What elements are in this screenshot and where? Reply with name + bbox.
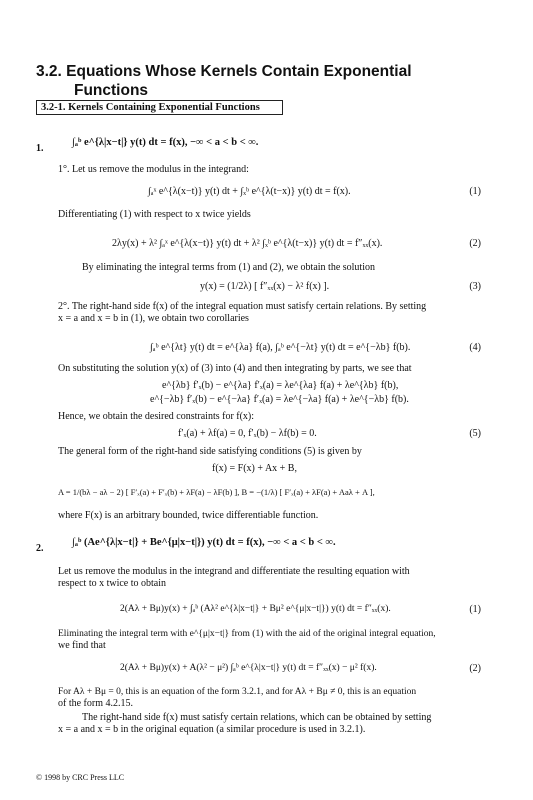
p2-paragraph-3b: of the form 4.2.15. xyxy=(58,698,133,709)
p1-equation-1-number: (1) xyxy=(469,186,481,197)
p1-paragraph-8: where F(x) is an arbitrary bounded, twice differentiable function. xyxy=(58,510,319,521)
section-title xyxy=(36,62,412,100)
section-title-line2: Functions xyxy=(74,82,149,99)
p1-paragraph-5: On substituting the solution y(x) of (3) into (4) and then integrating by parts, we see that xyxy=(58,363,412,374)
p2-equation-2: 2(Aλ + Bμ)y(x) + A(λ² − μ²) ∫ₐᵇ e^{λ|x−t|} y(t) dt = f″ₓₓ(x) − μ² f(x). xyxy=(120,663,377,673)
copyright-footer: © 1998 by CRC Press LLC xyxy=(36,773,125,782)
p2-paragraph-3: For Aλ + Bμ = 0, this is an equation of the form 3.2.1, and for Aλ + Bμ ≠ 0, this is an equation xyxy=(58,687,417,697)
p1-equation-5b: e^{−λb} f′ₓ(b) − e^{−λa} f′ₓ(a) = λe^{−λa} f(a) + λe^{−λb} f(b). xyxy=(150,394,409,405)
p1-paragraph-4b: x = a and x = b in (1), we obtain two corollaries xyxy=(58,313,249,324)
p1-equation-4-number: (4) xyxy=(469,342,481,353)
p1-paragraph-2: Differentiating (1) with respect to x twice yields xyxy=(58,209,251,220)
p1-equation-5a: e^{λb} f′ₓ(b) − e^{λa} f′ₓ(a) = λe^{λa} f(a) + λe^{λb} f(b), xyxy=(162,380,399,391)
subsection-title: 3.2-1. Kernels Containing Exponential Functions xyxy=(36,100,283,115)
p1-equation-2-number: (2) xyxy=(469,238,481,249)
p1-paragraph-7: The general form of the right-hand side satisfying conditions (5) is given by xyxy=(58,446,362,457)
p1-paragraph-4: 2°. The right-hand side f(x) of the integral equation must satisfy certain relations. By setting xyxy=(58,301,427,312)
p1-paragraph-3: By eliminating the integral terms from (1) and (2), we obtain the solution xyxy=(82,262,375,273)
p2-paragraph-2b: we find that xyxy=(58,640,106,651)
p1-equation-3-number: (3) xyxy=(469,281,481,292)
problem-1-number: 1. xyxy=(36,143,44,154)
problem-2-equation: ∫ₐᵇ (Ae^{λ|x−t|} + Be^{μ|x−t|}) y(t) dt = f(x), −∞ < a < b < ∞. xyxy=(72,537,336,548)
p1-equation-1: ∫ₐˣ e^{λ(x−t)} y(t) dt + ∫ₓᵇ e^{λ(t−x)} y(t) dt = f(x). xyxy=(148,186,351,197)
p2-paragraph-2: Eliminating the integral term with e^{μ|x−t|} from (1) with the aid of the original integral equation, xyxy=(58,629,436,639)
p2-paragraph-1b: respect to x twice to obtain xyxy=(58,578,167,589)
problem-1-equation: ∫ₐᵇ e^{λ|x−t|} y(t) dt = f(x), −∞ < a < b < ∞. xyxy=(72,137,259,148)
p2-paragraph-1: Let us remove the modulus in the integrand and differentiate the resulting equation with xyxy=(58,566,410,577)
section-number: 3.2. xyxy=(36,63,62,80)
p2-paragraph-4b: x = a and x = b in the original equation (a similar procedure is used in 3.2.1). xyxy=(58,724,366,735)
section-title-line1: Equations Whose Kernels Contain Exponential xyxy=(66,63,412,80)
p1-equation-3: y(x) = (1/2λ) [ f″ₓₓ(x) − λ² f(x) ]. xyxy=(200,281,330,292)
p1-equation-8: A = 1/(bλ − aλ − 2) [ F′ₓ(a) + F′ₓ(b) + λF(a) − λF(b) ], B = −(1/λ) [ F′ₓ(a) + λF(a) + Aaλ + A ], xyxy=(58,487,375,497)
p1-equation-2: 2λy(x) + λ² ∫ₐˣ e^{λ(x−t)} y(t) dt + λ² ∫ₓᵇ e^{λ(t−x)} y(t) dt = f″ₓₓ(x). xyxy=(112,238,383,249)
p2-paragraph-4: The right-hand side f(x) must satisfy certain relations, which can be obtained by setting xyxy=(82,712,432,723)
p1-equation-6-number: (5) xyxy=(469,428,481,439)
p1-equation-6: f′ₓ(a) + λf(a) = 0, f′ₓ(b) − λf(b) = 0. xyxy=(178,428,317,439)
p1-equation-4: ∫ₐᵇ e^{λt} y(t) dt = e^{λa} f(a), ∫ₐᵇ e^{−λt} y(t) dt = e^{−λb} f(b). xyxy=(150,342,411,353)
p2-equation-1: 2(Aλ + Bμ)y(x) + ∫ₐᵇ (Aλ² e^{λ|x−t|} + Bμ² e^{μ|x−t|}) y(t) dt = f″ₓₓ(x). xyxy=(120,604,391,614)
p1-equation-7: f(x) = F(x) + Ax + B, xyxy=(212,463,297,474)
p2-equation-2-number: (2) xyxy=(469,663,481,674)
p1-paragraph-6: Hence, we obtain the desired constraints for f(x): xyxy=(58,411,255,422)
problem-2-number: 2. xyxy=(36,543,44,554)
p2-equation-1-number: (1) xyxy=(469,604,481,615)
p1-paragraph-1: 1°. Let us remove the modulus in the integrand: xyxy=(58,164,249,175)
